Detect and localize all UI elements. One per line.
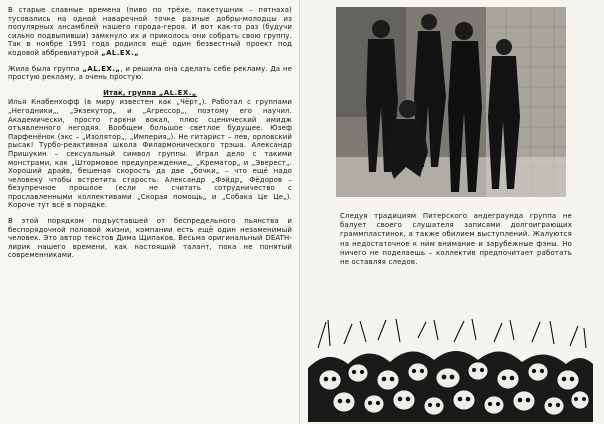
ad-brand: „AL.EX.„ <box>82 64 121 73</box>
members-paragraph: Илья Кнабенхофф (в миру известен как „Чёрт„). Работал с группами „Негодники„, „Экзекутор„ и „Агрессор„, поэтому его научил. Академически, просто гаркни вокал, плюс сценический имидж отъявленного негодяя. Вообщем большое светлое будущее. Юзеф Парфенёнок (экс – „Изолятор„, „Империя„). Не гитарист – лев, орловский рысак! Турбо-реактивная школа Филармонического трэша. Александр Пришукин – сексуальный символ группы. Играл дело с такими монстрами, как „Штормовое предупреждение„, „Крематор„ и „Эверест„. Хороший драйв, бешеная скорость да две „бочки„ – что ещё надо человеку чтобы встретить старость. Александр „Фэйдр„ Фёдоров – безупречное прошлое (если не считать сотрудничество с прославленными коллективами „Скорая помощь„ и „Собака Це Це„). Короче тут всё в порядке. <box>8 98 292 210</box>
left-page-text <box>8 6 292 267</box>
skulls-illustration <box>308 318 593 422</box>
ad-text-b: , и решила она сделать себе рекламу. Да не простую рекламу, а очень простую. <box>8 64 292 82</box>
outro-paragraph: В этой порядком подъуставшей от беспредельного пьянства и беспорядочной половой жизни, компании есть ещё один незаменимый человек. Это автор текстов Дима Щипаков. Весьма оригинальный DEATH-лирик нашего времени, как настоящий талант, пока не понятый современниками. <box>8 217 292 260</box>
band-photo-image <box>336 7 566 197</box>
intro-paragraph <box>8 6 292 58</box>
caption-text: Следуя традициям Питерского андеграунда группа не балует своего слушателя записями долгоиграющих граммпластинок, а также обилием выступлений. Жалуются на недостаточное к ним внимание и зарубежные фэны. Но ничего не поделаешь – коллектив предпочитает работать не оставляя следов. <box>340 212 572 267</box>
heading-prefix: Итак, группа <box>103 88 157 97</box>
right-page <box>300 0 604 424</box>
left-page <box>0 0 300 424</box>
ad-paragraph <box>8 65 292 82</box>
heading-brand: „AL.EX.„ <box>158 88 197 97</box>
intro-text: В старые славные времена (пиво по трёхе, пакетушник – пятнаха) тусовались на одной наваречной точке разные добры-молодцы из популярных ансамблей нашего города-героя. И вот как-то раз (будучи сильно подвыпивши) замкнуло их и приколось они собрать свою группу. Так в ноябре 1991 года родился ещё один безвестный проект под кодовой аббревиатурой <box>8 6 292 57</box>
band-photo <box>336 7 566 197</box>
lineup-heading <box>8 89 292 98</box>
ad-text-a: Жила была группа <box>8 64 80 73</box>
intro-brand: „AL.EX.„ <box>101 48 140 57</box>
